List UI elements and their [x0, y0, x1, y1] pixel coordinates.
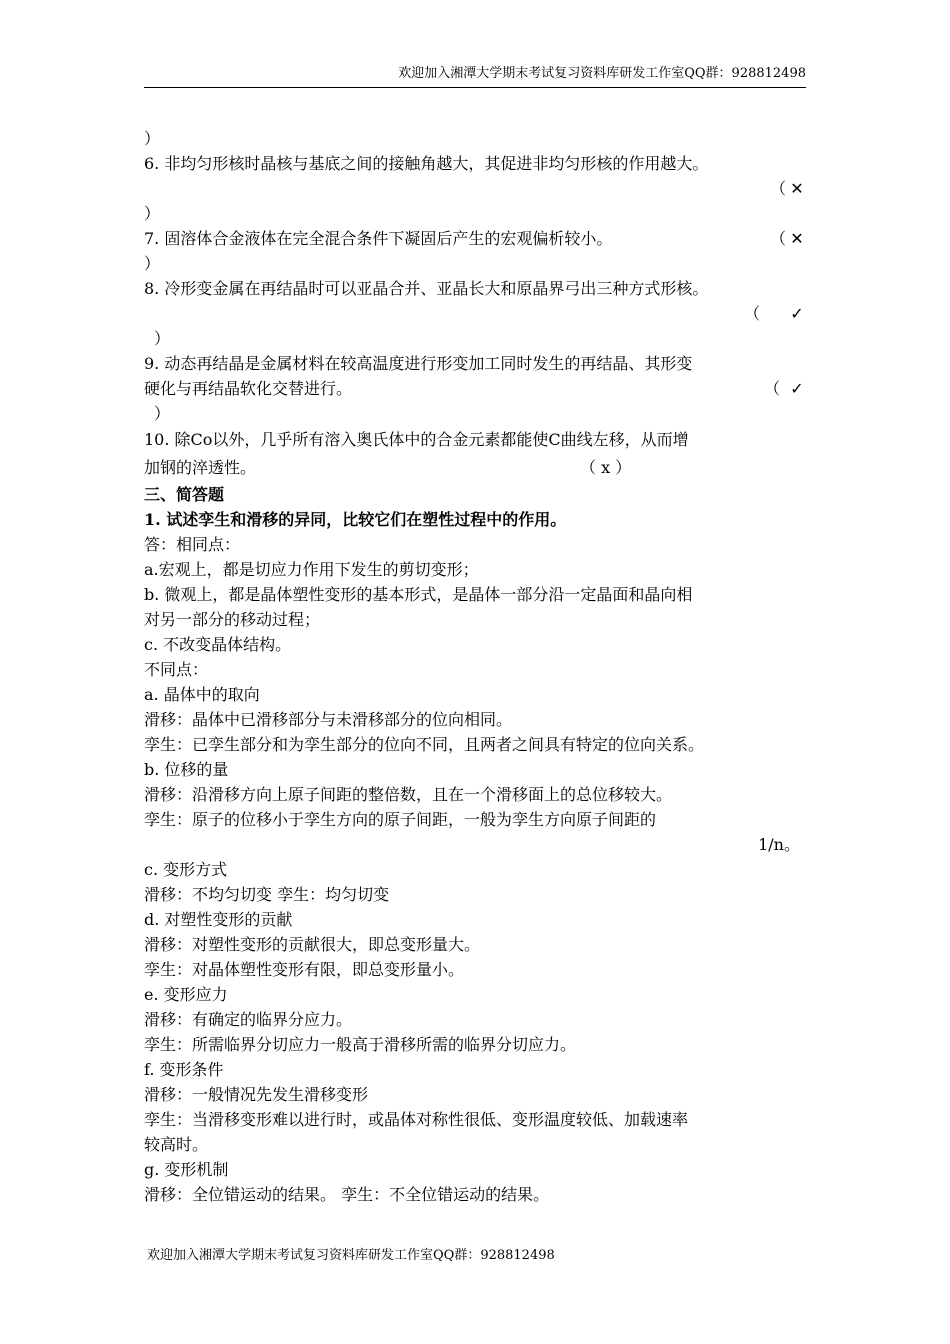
check-mark-icon: ✓: [790, 304, 804, 323]
answer-line: 孪生：原子的位移小于孪生方向的原子间距，一般为孪生方向原子间距的: [144, 810, 657, 829]
tf-q7: 7. 固溶体合金液体在完全混合条件下凝固后产生的宏观偏析较小。 （ ✕: [144, 226, 808, 251]
answer-line: 不同点：: [144, 660, 209, 679]
tf-q8-close: ）: [154, 329, 171, 348]
tf-q9-line2: 硬化与再结晶软化交替进行。 （ ✓: [144, 376, 808, 401]
cross-mark-icon: ✕: [790, 229, 804, 248]
tf-q10-answer: （ x ）: [580, 458, 632, 477]
tf-q6-answer: （ ✕: [144, 176, 808, 201]
tf-q9-close: ）: [154, 404, 171, 423]
answer-line: 孪生：当滑移变形难以进行时，或晶体对称性很低、变形温度较低、加载速率: [144, 1110, 689, 1129]
answer-line: 答：相同点：: [144, 535, 241, 554]
answer-line: d. 对塑性变形的贡献: [144, 910, 293, 929]
tf-q6: 6. 非均匀形核时晶核与基底之间的接触角越大，其促进非均匀形核的作用越大。: [144, 154, 709, 173]
tf-q8-answer: （ ✓: [144, 301, 808, 326]
answer-block-1: [144, 532, 808, 857]
answer-line: f. 变形条件: [144, 1060, 224, 1079]
page-header: 欢迎加入湘潭大学期末考试复习资料库研发工作室QQ群：928812498: [398, 66, 806, 81]
tf-q9-line1: 9. 动态再结晶是金属材料在较高温度进行形变加工同时发生的再结晶、其形变: [144, 354, 693, 373]
tf-q7-answer: （ ✕: [770, 226, 808, 251]
check-mark-icon: ✓: [790, 379, 804, 398]
tf-q8: 8. 冷形变金属在再结晶时可以亚晶合并、亚晶长大和原晶界弓出三种方式形核。: [144, 279, 709, 298]
answer-line: 滑移：沿滑移方向上原子间距的整倍数，且在一个滑移面上的总位移较大。: [144, 785, 673, 804]
answer-line: b. 位移的量: [144, 760, 229, 779]
answer-line: c. 不改变晶体结构。: [144, 635, 292, 654]
answer-line: e. 变形应力: [144, 985, 228, 1004]
cross-mark-icon: ✕: [790, 179, 804, 198]
question-title: 1. 试述孪生和滑移的异同，比较它们在塑性过程中的作用。: [144, 510, 567, 529]
answer-block-2: [144, 857, 808, 1207]
prev-close-paren: ）: [144, 129, 161, 148]
answer-line: 较高时。: [144, 1135, 209, 1154]
answer-line: 孪生：已孪生部分和为孪生部分的位向不同，且两者之间具有特定的位向关系。: [144, 735, 705, 754]
tf-q9-answer: （ ✓: [764, 376, 808, 401]
answer-line-tail: 1/n。: [758, 835, 800, 854]
page-footer: 欢迎加入湘潭大学期末考试复习资料库研发工作室QQ群：928812498: [147, 1248, 555, 1263]
answer-line: c. 变形方式: [144, 860, 228, 879]
answer-line: 孪生：对晶体塑性变形有限，即总变形量小。: [144, 960, 465, 979]
answer-line: 对另一部分的移动过程；: [144, 610, 321, 629]
answer-line: g. 变形机制: [144, 1160, 229, 1179]
answer-line: a. 晶体中的取向: [144, 685, 260, 704]
answer-line: 滑移：有确定的临界分应力。: [144, 1010, 353, 1029]
tf-q10-line2: 加钢的淬透性。 （ x ）: [144, 454, 808, 482]
document-body: [144, 126, 808, 1207]
answer-line: a.宏观上，都是切应力作用下发生的剪切变形；: [144, 560, 479, 579]
tf-q10-line1: 10. 除Co以外，几乎所有溶入奥氏体中的合金元素都能使C曲线左移，从而增: [144, 430, 689, 449]
tf-q6-close: ）: [144, 204, 161, 223]
answer-line: 滑移：对塑性变形的贡献很大，即总变形量大。: [144, 935, 481, 954]
section-title: 三、简答题: [144, 485, 225, 504]
tf-q7-close: ）: [144, 254, 161, 273]
header-rule: [144, 87, 806, 88]
answer-line: 滑移：全位错运动的结果。 孪生：不全位错运动的结果。: [144, 1185, 550, 1204]
answer-line: 滑移：晶体中已滑移部分与未滑移部分的位向相同。: [144, 710, 513, 729]
answer-line: 滑移：一般情况先发生滑移变形: [144, 1085, 369, 1104]
answer-line: b. 微观上，都是晶体塑性变形的基本形式，是晶体一部分沿一定晶面和晶向相: [144, 585, 693, 604]
answer-line: 滑移：不均匀切变 孪生：均匀切变: [144, 885, 390, 904]
answer-line: 孪生：所需临界分切应力一般高于滑移所需的临界分切应力。: [144, 1035, 577, 1054]
